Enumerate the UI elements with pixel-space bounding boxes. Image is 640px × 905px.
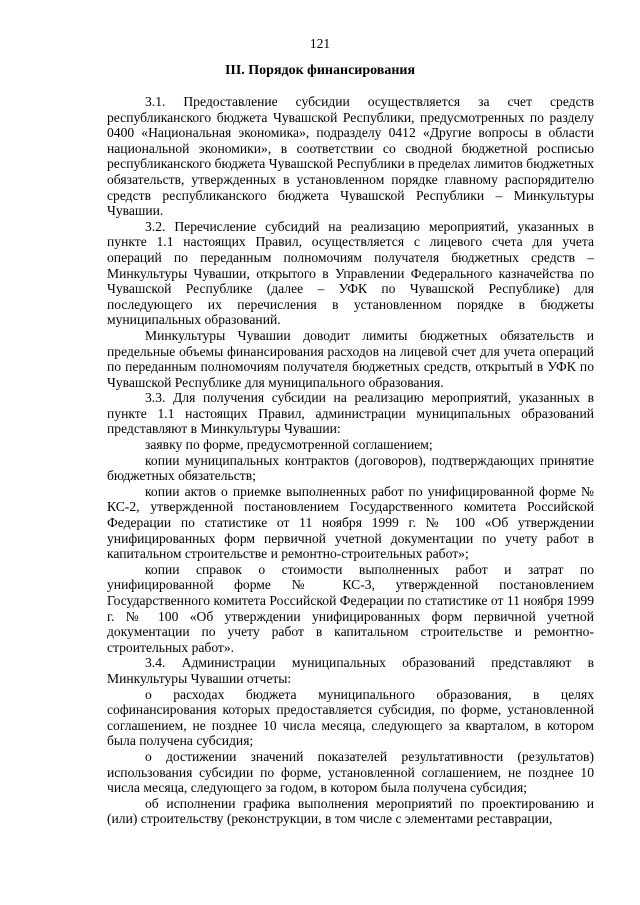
- paragraph-3-2: 3.2. Перечисление субсидий на реализацию мероприятий, указанных в пункте 1.1 настоящих Правил, осуществляется с лицевого счета для учета операций по переданным полномочиям получателя бюджетных средств – Минкультуры Чувашии, открытого в Управлении Федерального казначейства по Чувашской Республике (далее – УФК по Чувашской Республике) для последующего их перечисления в установленном порядке в бюджеты муниципальных образований.: [107, 218, 594, 328]
- list-item-ks3-certificates: копии справок о стоимости выполненных работ и затрат по унифицированной форме № КС-3, утвержденной постановлением Государственного комитета Российской Федерации по статистике от 11 ноября 1999 г. № 100 «Об утверждении унифицированных форм первичной учетной документации по учету работ в капитальном строительстве и ремонтно-строительных работ».: [107, 561, 594, 655]
- list-item-performance-report: о достижении значений показателей результативности (результатов) использования субсидии по форме, установленной соглашением, не позднее 10 числа месяца, следующего за годом, в котором была получена субсидия;: [107, 748, 594, 796]
- list-item-expense-report: о расходах бюджета муниципального образования, в целях софинансирования которых предоставляется субсидия, по форме, установленной соглашением, не позднее 10 числа месяца, следующего за кварталом, в котором была получена субсидия;: [107, 686, 594, 749]
- paragraph-limits: Минкультуры Чувашии доводит лимиты бюджетных обязательств и предельные объемы финансирования расходов на лицевой счет для учета операций по переданным полномочиям получателя бюджетных средств, открытый в УФК по Чувашской Республике для муниципального образования.: [107, 327, 594, 390]
- list-item-application: заявку по форме, предусмотренной соглашением;: [145, 437, 433, 453]
- list-item-schedule-report: об исполнении графика выполнения мероприятий по проектированию и (или) строительству (реконструкции, в том числе с элементами реставрации,: [107, 795, 594, 827]
- paragraph-3-3: 3.3. Для получения субсидии на реализацию мероприятий, указанных в пункте 1.1 настоящих Правил, администрации муниципальных образований представляют в Минкультуры Чувашии:: [107, 390, 594, 437]
- section-heading: III. Порядок финансирования: [224, 63, 416, 78]
- document-body: [107, 94, 594, 827]
- page-number: 121: [309, 36, 331, 51]
- paragraph-3-4: 3.4. Администрации муниципальных образований представляют в Минкультуры Чувашии отчеты:: [107, 655, 594, 686]
- paragraph-3-1: 3.1. Предоставление субсидии осуществляется за счет средств республиканского бюджета Чувашской Республики, предусмотренных по разделу 0400 «Национальная экономика», подразделу 0412 «Другие вопросы в области национальной экономики», в соответствии со сводной бюджетной росписью республиканского бюджета Чувашской Республики в пределах лимитов бюджетных обязательств, утвержденных в установленном порядке главному распорядителю средств республиканского бюджета Чувашской Республики – Минкультуры Чувашии.: [107, 94, 594, 219]
- list-item-ks2-acts: копии актов о приемке выполненных работ по унифицированной форме № КС-2, утвержденной постановлением Государственного комитета Российской Федерации по статистике от 11 ноября 1999 г. № 100 «Об утверждении унифицированных форм первичной учетной документации по учету работ в капитальном строительстве и ремонтно-строительных работ»;: [107, 483, 594, 562]
- list-item-contracts: копии муниципальных контрактов (договоров), подтверждающих принятие бюджетных обязательств;: [107, 452, 594, 484]
